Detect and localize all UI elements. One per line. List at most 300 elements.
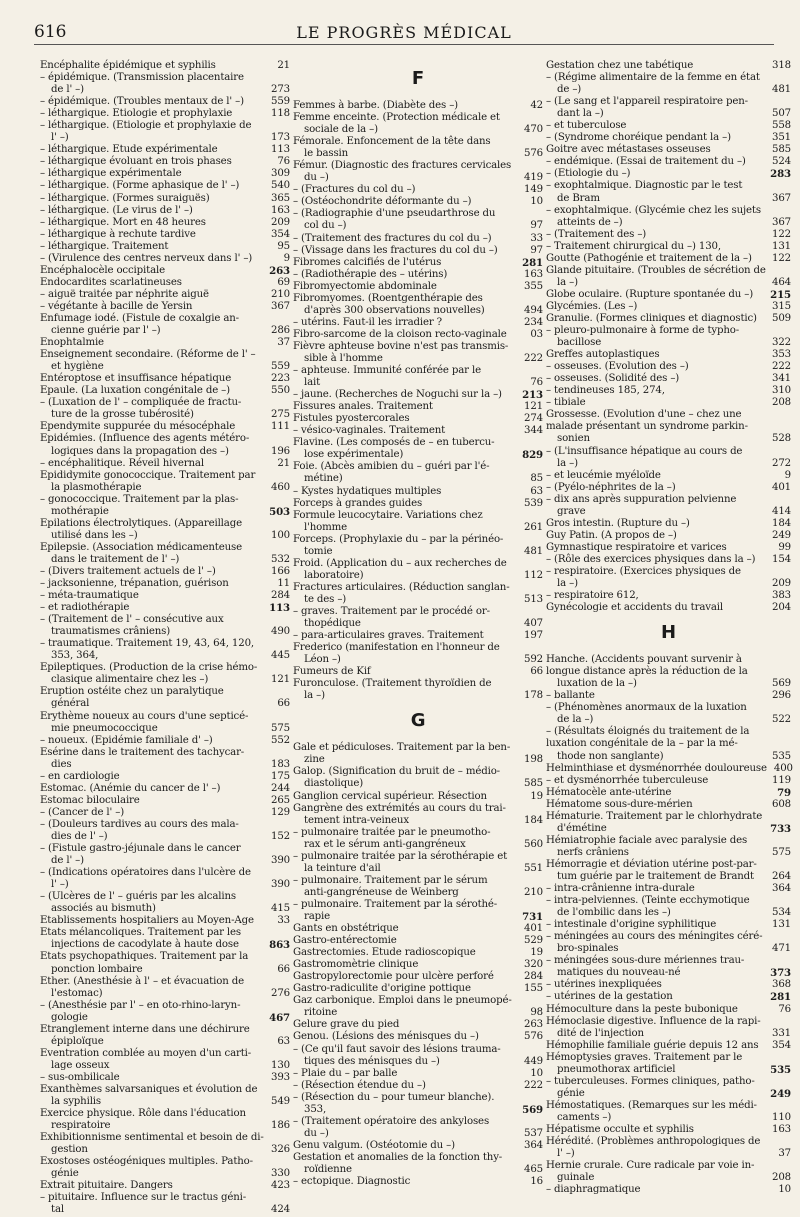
- index-entry: [546, 883, 791, 895]
- index-entry: [40, 1192, 290, 1204]
- entry-text: Globe oculaire. (Rupture spontanée du –): [546, 288, 754, 300]
- entry-text: – utérines inexpliquées: [546, 979, 662, 991]
- index-entry: [40, 1108, 290, 1120]
- entry-text: tum guérie par le traitement de Brandt: [557, 871, 754, 882]
- entry-text: Femmes à barbe. (Diabète des –): [293, 100, 458, 111]
- index-entry: [293, 1080, 543, 1092]
- entry-text: – gonococcique. Traitement par la plas-: [40, 493, 239, 505]
- entry-text: Endocardites scarlatineuses: [40, 276, 182, 288]
- entry-text: – pulmonaire traitée par la sérothérapie et: [293, 850, 508, 862]
- entry-text: Forceps. (Prophylaxie du – par la périnéo-: [293, 533, 504, 545]
- index-entry: [293, 245, 543, 257]
- index-entry: [546, 132, 791, 144]
- entry-page: 528: [772, 433, 791, 445]
- entry-page: 481: [524, 545, 543, 557]
- entry-text: – Kystes hydatiques multiples: [293, 485, 442, 497]
- index-entry: [40, 144, 290, 156]
- entry-page: 11: [277, 578, 290, 590]
- entry-text: te des –): [304, 593, 347, 605]
- entry-text: – Plaie du – par balle: [293, 1067, 398, 1079]
- index-entry: [546, 678, 791, 690]
- entry-text: Genou. (Lésions des ménisques du –): [293, 1031, 479, 1043]
- entry-text: rapie: [304, 911, 331, 922]
- entry-page: 524: [772, 156, 791, 168]
- entry-page: 183: [271, 758, 290, 770]
- index-entry: [546, 602, 791, 614]
- entry-text: Femme enceinte. (Protection médicale et: [293, 112, 500, 124]
- entry-text: – (Traitement des fractures du col du –): [293, 232, 492, 244]
- entry-text: – pleuro-pulmonaire à forme de typho-: [546, 325, 740, 337]
- entry-page: 539: [524, 497, 543, 509]
- entry-page: 76: [530, 377, 543, 389]
- index-entry: [40, 1060, 290, 1072]
- entry-text: de Bram: [557, 192, 600, 204]
- index-entry: [293, 630, 543, 642]
- entry-page: 222: [524, 1079, 543, 1091]
- index-entry: [293, 281, 543, 293]
- index-entry: [546, 229, 791, 241]
- entry-page: 100: [271, 529, 290, 541]
- index-entry: [40, 662, 290, 674]
- index-entry: [293, 1128, 543, 1140]
- index-entry: [293, 510, 543, 522]
- index-entry: [40, 470, 290, 482]
- entry-text: – (Résection étendue du –): [293, 1079, 426, 1091]
- entry-text: – aiguë traitée par néphrite aiguë: [40, 288, 209, 300]
- entry-text: nerfs crâniens: [557, 846, 629, 858]
- entry-page: 465: [524, 1163, 543, 1175]
- entry-text: – aphteuse. Immunité conférée par le: [293, 365, 481, 377]
- entry-page: 576: [524, 1031, 543, 1043]
- index-entry: [293, 606, 543, 618]
- index-entry: [546, 156, 791, 168]
- entry-text: anti-gangréneuse de Weinberg: [304, 886, 459, 898]
- entry-page: 272: [772, 457, 791, 469]
- entry-text: l'homme: [304, 521, 348, 533]
- index-entry: [546, 726, 791, 738]
- entry-page: 275: [271, 409, 290, 421]
- entry-text: Formule leucocytaire. Variations chez: [293, 509, 483, 521]
- entry-page: 155: [524, 983, 543, 995]
- entry-page: 424: [271, 1204, 290, 1216]
- entry-page: 213: [522, 389, 543, 402]
- entry-page: 66: [277, 963, 290, 975]
- entry-page: 244: [271, 782, 290, 794]
- index-entry: [40, 807, 290, 819]
- index-entry: [546, 397, 791, 409]
- entry-text: – léthargique. (Formes suraiguës): [40, 192, 210, 204]
- entry-text: Fémur. (Diagnostic des fractures cervicales: [293, 160, 512, 172]
- entry-page: 129: [271, 806, 290, 818]
- index-entry: [546, 919, 791, 931]
- index-entry: [546, 205, 791, 217]
- entry-text: génie: [557, 1087, 585, 1099]
- entry-page: 21: [277, 60, 290, 71]
- entry-text: Froid. (Application du – aux recherches de: [293, 557, 507, 569]
- entry-text: – (Résultats éloignés du traitement de la: [546, 726, 750, 738]
- entry-page: 569: [522, 1103, 543, 1116]
- entry-page: 10: [530, 196, 543, 208]
- entry-page: 353: [772, 349, 791, 361]
- index-entry: [40, 951, 290, 963]
- entry-text: Hématocèle ante-utérine: [546, 786, 672, 798]
- index-entry: [40, 482, 290, 494]
- entry-page: 467: [269, 1011, 290, 1024]
- entry-text: – jacksonienne, trépanation, guérison: [40, 578, 229, 590]
- index-entry: [546, 811, 791, 823]
- index-entry: [40, 903, 290, 915]
- entry-page: 532: [271, 553, 290, 565]
- entry-text: mothérapie: [51, 505, 109, 517]
- index-entry: [546, 482, 791, 494]
- entry-text: – léthargique. (Etiologie et prophylaxie de: [40, 120, 252, 132]
- index-entry: [293, 1176, 543, 1188]
- index-entry: [293, 1056, 543, 1068]
- index-entry: [40, 217, 290, 229]
- index-entry: [293, 618, 543, 630]
- entry-text: général: [51, 698, 90, 710]
- entry-text: Etranglement interne dans une déchirure: [40, 1023, 250, 1035]
- entry-text: – léthargique. Mort en 48 heures: [40, 216, 206, 228]
- journal-title: LE PROGRÈS MÉDICAL: [296, 23, 512, 42]
- index-entry: [546, 277, 791, 289]
- entry-text: – (Indications opératoires dans l'ulcère de: [40, 867, 251, 879]
- entry-text: – (Ce qu'il faut savoir des lésions trauma-: [293, 1043, 501, 1055]
- index-entry: [40, 1156, 290, 1168]
- entry-text: – en cardiologie: [40, 770, 120, 782]
- entry-page: 560: [524, 838, 543, 850]
- entry-text: – méningées sous-dure mériennes trau-: [546, 955, 745, 967]
- entry-text: luxation congénitale de la – par la mé-: [546, 738, 738, 750]
- index-entry: [546, 349, 791, 361]
- entry-text: de l' –): [51, 855, 84, 867]
- entry-text: Gastrectomies. Etude radioscopique: [293, 947, 476, 959]
- index-entry: [40, 1024, 290, 1036]
- index-entry: [40, 831, 290, 843]
- index-entry: [546, 180, 791, 192]
- entry-text: luxation de la –): [557, 678, 637, 690]
- entry-text: – (Pyélo-néphrites de la –): [546, 481, 676, 493]
- entry-text: Gestation chez une tabétique: [546, 60, 694, 71]
- entry-text: Gymnastique respiratoire et varices: [546, 541, 727, 553]
- entry-text: – (Radiothérapie des – utérins): [293, 268, 448, 280]
- index-entry: [546, 1028, 791, 1040]
- entry-text: Goitre avec métastases osseuses: [546, 144, 711, 156]
- index-entry: [293, 791, 543, 803]
- index-entry: [293, 642, 543, 654]
- index-entry: [546, 714, 791, 726]
- entry-text: ponction lombaire: [51, 963, 143, 975]
- entry-text: Epilepsie. (Association médicamenteuse: [40, 541, 242, 553]
- index-entry: [40, 626, 290, 638]
- index-entry: [293, 582, 543, 594]
- entry-text: Galop. (Signification du bruit de – médio-: [293, 766, 500, 778]
- index-entry: [40, 265, 290, 277]
- index-entry: [293, 148, 543, 160]
- index-entry: [293, 233, 543, 245]
- index-entry: [546, 1124, 791, 1136]
- entry-page: 390: [271, 879, 290, 891]
- entry-text: – dix ans après suppuration pelvienne: [546, 493, 737, 505]
- entry-text: lose expérimentale): [304, 449, 404, 461]
- entry-text: – et tuberculose: [546, 120, 627, 132]
- index-entry: [546, 241, 791, 253]
- entry-text: – exophtalmique. (Glycémie chez les sujets: [546, 204, 761, 216]
- entry-page: 263: [524, 1019, 543, 1031]
- index-entry: [40, 759, 290, 771]
- entry-text: roïdienne: [304, 1163, 352, 1175]
- entry-text: injections de cacodylate à haute dose: [51, 939, 239, 951]
- index-entry: [546, 835, 791, 847]
- entry-text: Hématome sous-dure-mérien: [546, 798, 693, 810]
- index-entry: [40, 60, 290, 72]
- index-entry: [293, 863, 543, 875]
- entry-text: Exercice physique. Rôle dans l'éducation: [40, 1108, 246, 1120]
- entry-page: 76: [277, 156, 290, 168]
- entry-text: Fumeurs de Kif: [293, 666, 371, 678]
- entry-text: tiques des ménisques du –): [304, 1055, 440, 1067]
- entry-page: 210: [271, 288, 290, 300]
- entry-page: 733: [770, 822, 791, 835]
- entry-page: 575: [772, 846, 791, 858]
- entry-page: 79: [777, 786, 791, 799]
- index-entry: [40, 795, 290, 807]
- index-entry: [40, 698, 290, 710]
- index-entry: [546, 144, 791, 156]
- entry-page: 264: [772, 871, 791, 882]
- index-entry: [293, 1019, 543, 1031]
- index-entry: [40, 590, 290, 602]
- entry-text: – para-articulaires graves. Traitement: [293, 630, 484, 642]
- index-entry: [293, 654, 543, 666]
- entry-page: 322: [772, 337, 791, 349]
- entry-page: 119: [772, 774, 791, 786]
- entry-text: et hygiène: [51, 361, 104, 373]
- index-entry: [546, 60, 791, 72]
- index-entry: [293, 1152, 543, 1164]
- entry-text: Encéphalocèle occipitale: [40, 264, 165, 276]
- entry-page: 449: [524, 1055, 543, 1067]
- index-entry: [293, 401, 543, 413]
- entry-text: la plasmothérapie: [51, 481, 142, 493]
- entry-text: associés au bismuth): [51, 903, 156, 915]
- index-entry: [40, 1084, 290, 1096]
- entry-text: Gynécologie et accidents du travail: [546, 602, 723, 614]
- entry-text: – encéphalitique. Réveil hivernal: [40, 457, 204, 469]
- entry-page: 63: [277, 1035, 290, 1047]
- index-entry: [40, 373, 290, 385]
- entry-text: Goutte (Pathogénie et traitement de la –): [546, 252, 752, 264]
- index-entry: [546, 470, 791, 482]
- index-entry: [546, 654, 791, 666]
- index-entry: [40, 120, 290, 132]
- index-entry: [40, 96, 290, 108]
- entry-page: 407: [524, 618, 543, 630]
- entry-page: 549: [271, 1096, 290, 1108]
- entry-page: 281: [770, 991, 791, 1004]
- index-entry: [293, 803, 543, 815]
- entry-page: 550: [271, 385, 290, 397]
- entry-text: – (Résection du – pour tumeur blanche).: [293, 1091, 495, 1103]
- index-entry: [40, 132, 290, 144]
- entry-text: – léthargique à rechute tardive: [40, 228, 196, 240]
- entry-text: caments –): [557, 1111, 612, 1123]
- index-entry: [293, 389, 543, 401]
- index-entry: [293, 461, 543, 473]
- entry-page: 263: [269, 264, 290, 277]
- index-entry: [546, 265, 791, 277]
- entry-page: 509: [772, 312, 791, 324]
- entry-text: bacillose: [557, 337, 602, 349]
- entry-text: Forceps à grandes guides: [293, 497, 423, 509]
- index-entry: [293, 377, 543, 389]
- index-entry: [293, 353, 543, 365]
- entry-text: – osseuses. (Evolution des –): [546, 361, 689, 373]
- entry-text: – épidémique. (Troubles mentaux de l' –): [40, 96, 244, 108]
- entry-text: le bassin: [304, 148, 349, 160]
- entry-text: logiques dans la propagation des –): [51, 445, 229, 457]
- index-entry: [293, 570, 543, 582]
- index-entry: [293, 534, 543, 546]
- entry-text: génie: [51, 1168, 79, 1180]
- entry-text: Gros intestin. (Rupture du –): [546, 517, 690, 529]
- entry-page: 445: [271, 650, 290, 662]
- entry-page: 373: [770, 967, 791, 980]
- entry-text: Exhibitionnisme sentimental et besoin de di-: [40, 1132, 264, 1144]
- index-entry: [40, 1144, 290, 1156]
- entry-text: – végétante à bacille de Yersin: [40, 300, 193, 312]
- entry-text: – endémique. (Essai de traitement du –): [546, 156, 746, 168]
- index-entry: [293, 887, 543, 899]
- entry-text: Fièvre aphteuse bovine n'est pas transmis-: [293, 340, 509, 352]
- entry-page: 534: [772, 907, 791, 919]
- index-entry: [546, 1160, 791, 1172]
- entry-text: de l' –): [51, 84, 84, 96]
- entry-page: 309: [271, 168, 290, 180]
- entry-text: – ectopique. Diagnostic: [293, 1176, 411, 1188]
- entry-text: matiques du nouveau-né: [557, 967, 681, 979]
- index-entry: [293, 1031, 543, 1043]
- index-entry: [40, 205, 290, 217]
- entry-page: 110: [772, 1111, 791, 1123]
- entry-text: l' –): [51, 132, 69, 144]
- entry-text: – et dysménorrhée tuberculeuse: [546, 774, 709, 786]
- entry-page: 10: [530, 1067, 543, 1079]
- index-entry: [40, 156, 290, 168]
- entry-text: – diaphragmatique: [546, 1184, 641, 1196]
- entry-page: 209: [772, 578, 791, 590]
- entry-text: Gastro-entérectomie: [293, 935, 397, 947]
- entry-page: 76: [778, 1003, 791, 1015]
- index-entry: [293, 112, 543, 124]
- entry-text: – sus-ombilicale: [40, 1071, 120, 1083]
- index-entry: [546, 554, 791, 566]
- entry-page: 401: [524, 923, 543, 935]
- entry-page: 122: [772, 228, 791, 240]
- entry-text: Foie. (Abcès amibien du – guéri par l'é-: [293, 461, 490, 473]
- entry-text: la teinture d'ail: [304, 862, 381, 874]
- index-entry: [293, 875, 543, 887]
- entry-page: 273: [271, 84, 290, 96]
- entry-text: – traumatique. Traitement 19, 43, 64, 120,: [40, 638, 255, 650]
- entry-page: 341: [772, 373, 791, 385]
- index-entry: [546, 458, 791, 470]
- index-entry: [546, 385, 791, 397]
- entry-page: 121: [524, 401, 543, 413]
- entry-text: Extrait pituitaire. Dangers: [40, 1180, 173, 1192]
- index-entry: [293, 839, 543, 851]
- entry-page: 608: [772, 798, 791, 810]
- entry-text: Helminthiase et dysménorrhée douloureuse: [546, 762, 767, 774]
- index-entry: [40, 939, 290, 951]
- entry-text: l' –): [557, 1148, 575, 1160]
- entry-text: – léthargique. Traitement: [40, 240, 169, 252]
- entry-text: – osseuses. (Solidité des –): [546, 373, 680, 385]
- index-entry: [546, 775, 791, 787]
- index-entry: [293, 1104, 543, 1116]
- entry-text: – (Anesthésie par l' – en oto-rhino-laryn-: [40, 999, 241, 1011]
- index-entry: [40, 1096, 290, 1108]
- entry-text: lait: [304, 377, 321, 389]
- entry-page: 121: [271, 674, 290, 686]
- index-entry: [293, 690, 543, 702]
- entry-text: – respiratoire. (Exercices physiques de: [546, 565, 741, 577]
- index-entry: [40, 84, 290, 96]
- entry-text: dies de l' –): [51, 831, 108, 842]
- entry-text: Ependymite suppurée du mésocéphale: [40, 421, 236, 433]
- index-entry: [546, 289, 791, 301]
- index-entry: [293, 558, 543, 570]
- entry-page: 131: [772, 919, 791, 931]
- entry-text: Gale et pédiculoses. Traitement par la ben-: [293, 742, 511, 754]
- entry-page: 249: [770, 1087, 791, 1100]
- entry-text: – (Rôle des exercices physiques dans la –): [546, 553, 756, 565]
- index-entry: [546, 301, 791, 313]
- index-entry: [293, 160, 543, 172]
- index-column-2: [293, 60, 543, 1188]
- entry-page: 367: [271, 300, 290, 312]
- index-entry: [40, 976, 290, 988]
- entry-page: 210: [524, 886, 543, 898]
- index-entry: [293, 815, 543, 827]
- index-entry: [40, 518, 290, 530]
- index-entry: [40, 506, 290, 518]
- entry-page: 344: [524, 425, 543, 437]
- entry-page: 393: [271, 1071, 290, 1083]
- entry-page: 529: [524, 935, 543, 947]
- entry-text: Epidémies. (Influence des agents météro-: [40, 433, 250, 445]
- index-entry: [40, 771, 290, 783]
- index-entry: [546, 1016, 791, 1028]
- entry-page: 196: [271, 445, 290, 457]
- entry-text: Ether. (Anesthésie à l' – et évacuation de: [40, 975, 244, 987]
- entry-page: 286: [271, 325, 290, 337]
- index-entry: [293, 341, 543, 353]
- entry-text: – (Ulcères de l' – guéris par les alcalins: [40, 891, 236, 903]
- index-entry: [546, 1064, 791, 1076]
- entry-page: 184: [524, 814, 543, 826]
- index-entry: [40, 554, 290, 566]
- entry-text: Enseignement secondaire. (Réforme de l' –: [40, 349, 256, 361]
- entry-text: Enfumage iodé. (Fistule de coxalgie an-: [40, 312, 239, 324]
- entry-text: – (Phénomènes anormaux de la luxation: [546, 702, 747, 714]
- index-entry: [546, 542, 791, 554]
- index-entry: [40, 1180, 290, 1192]
- entry-text: de l'ombilic dans les –): [557, 907, 671, 919]
- index-entry: [293, 413, 543, 425]
- index-entry: [40, 72, 290, 84]
- index-entry: [546, 751, 791, 763]
